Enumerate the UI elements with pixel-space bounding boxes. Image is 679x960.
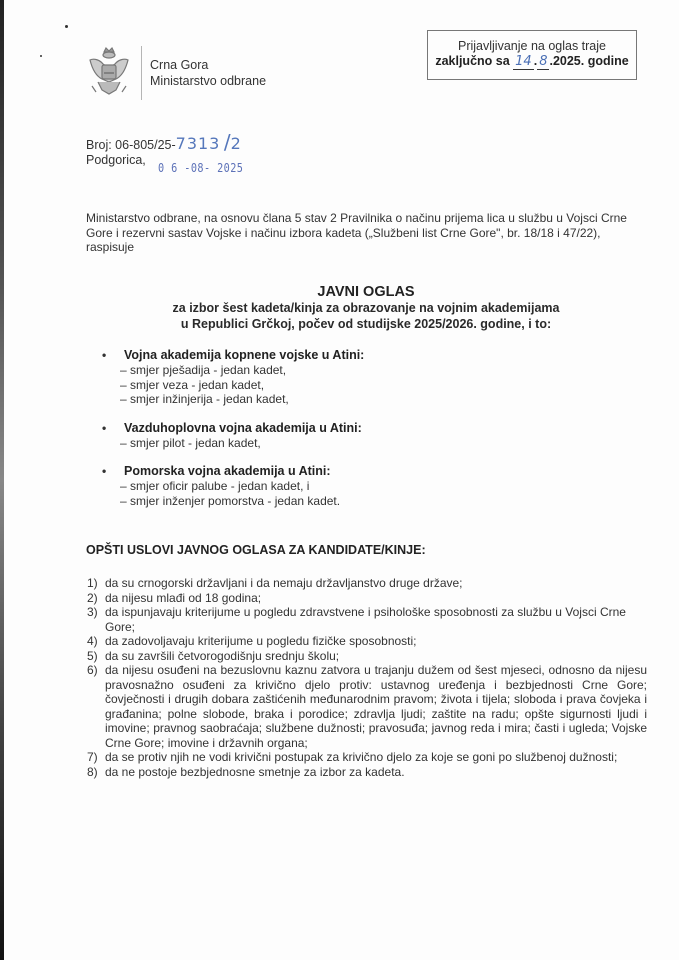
announcement-subtitle-2: u Republici Grčkoj, počev od studijske 2025/2026. godine, i to: xyxy=(180,316,552,331)
track-item: – smjer pilot - jedan kadet, xyxy=(120,435,261,450)
org-ministry: Ministarstvo odbrane xyxy=(150,74,267,88)
announcement-title-block xyxy=(86,283,646,332)
intro-paragraph: Ministarstvo odbrane, na osnovu člana 5 stav 2 Pravilnika o načinu prijema lica u službu u Vojsci Crne Gore i rezervni sastav Vojske i načinu izbora kadeta („Službeni list Crne Gore", br. 18/18 i 47/22), raspisuje xyxy=(86,211,627,254)
reference-slash: / xyxy=(223,130,231,154)
conditions-heading: OPŠTI USLOVI JAVNOG OGLASA ZA KANDIDATE/KINJE: xyxy=(86,543,426,557)
date-stamp: 0 6 -08- 2025 xyxy=(158,161,244,175)
condition-item: 4) da zadovoljavaju kriterijume u pogledu fizičke sposobnosti; xyxy=(87,634,417,648)
letterhead-divider xyxy=(141,46,142,100)
montenegro-coat-of-arms-icon xyxy=(86,46,132,100)
bullet-icon: • xyxy=(102,420,107,435)
condition-item: 3) da ispunjavaju kriterijume u pogledu zdravstvene i psihološke sposobnosti za službu u Vojsci Crne Gore; xyxy=(87,605,626,634)
deadline-line1: Prijavljivanje na oglas traje xyxy=(458,39,606,53)
academy-item: • Pomorska vojna akademija u Atini: – smjer oficir palube - jedan kadet, i – smjer inženjer pomorstva - jedan kadet. xyxy=(102,464,582,508)
scan-speck xyxy=(65,25,68,28)
track-item: – smjer veza - jedan kadet, xyxy=(120,377,265,392)
academy-item: • Vazduhoplovna vojna akademija u Atini: – smjer pilot - jedan kadet, xyxy=(102,421,582,451)
reference-number-suffix: 2 xyxy=(230,134,242,153)
track-item: – smjer pješadija - jedan kadet, xyxy=(120,363,287,377)
condition-item: 1) da su crnogorski državljani i da nemaju državljanstvo druge države; xyxy=(87,576,463,590)
deadline-prefix: zaključno sa xyxy=(435,54,510,68)
condition-item: 8) da ne postoje bezbjednosne smetnje za izbor za kadeta. xyxy=(87,764,405,779)
announcement-subtitle-1: za izbor šest kadeta/kinja za obrazovanje na vojnim akademijama xyxy=(172,301,560,315)
deadline-day: 14 xyxy=(515,54,532,69)
condition-item: 2) da nijesu mlađi od 18 godina; xyxy=(87,590,262,605)
letterhead xyxy=(86,44,266,102)
bullet-icon: • xyxy=(102,464,107,478)
org-country: Crna Gora xyxy=(150,58,209,72)
academies-list xyxy=(102,348,582,522)
scan-speck xyxy=(40,55,42,57)
condition-item: 5) da su završili četvorogodišnju srednju školu; xyxy=(87,648,340,663)
reference-number-label: Broj: 06-805/25- xyxy=(86,138,176,152)
deadline-suffix: .2025. godine xyxy=(549,54,629,68)
track-item: – smjer inženjer pomorstva - jedan kadet. xyxy=(120,493,341,508)
condition-item: 7) da se protiv njih ne vodi krivični postupak za krivično djelo za koje se goni po službenoj dužnosti; xyxy=(87,750,618,764)
deadline-month: 8 xyxy=(539,54,548,69)
academy-item: • Vojna akademija kopnene vojske u Atini: – smjer pješadija - jedan kadet, – smjer veza - jedan kadet, – smjer inžinjerija - jedan kadet, xyxy=(102,348,582,407)
conditions-list xyxy=(87,576,647,779)
track-item: – smjer inžinjerija - jedan kadet, xyxy=(120,392,289,406)
scan-edge-shadow xyxy=(0,0,4,960)
deadline-line2: zaključno sa 14 . 8 .2025. godine xyxy=(435,54,629,69)
announcement-title: JAVNI OGLAS xyxy=(317,284,415,300)
reference-number-handwritten: 7313 xyxy=(175,134,221,153)
deadline-box xyxy=(427,30,637,80)
reference-place: Podgorica, xyxy=(86,153,146,167)
track-item: – smjer oficir palube - jedan kadet, i xyxy=(120,479,310,493)
condition-item: 6) da nijesu osuđeni na bezuslovnu kaznu zatvora u trajanju dužem od šest mjeseci, odnosno da nijesu pravosnažno osuđeni za krivično djelo protiv: ustavnog uređenja i bezbjednosti Crne Gore; čovječnosti i drugih dobara zaštićenih međunarodnim pravom; života i tijela; sloboda i prava čovjeka i građanina; polne slobode, braka i porodice; zdravlja ljudi; zaštite na radu; opšte sigurnosti ljudi i imovine; pravnog saobraćaja; službene dužnosti; pravosuđa; javnog reda i mira; časti i ugleda; Vojske Crne Gore; imovine i državnih organa; xyxy=(87,663,647,750)
bullet-icon: • xyxy=(102,348,107,362)
